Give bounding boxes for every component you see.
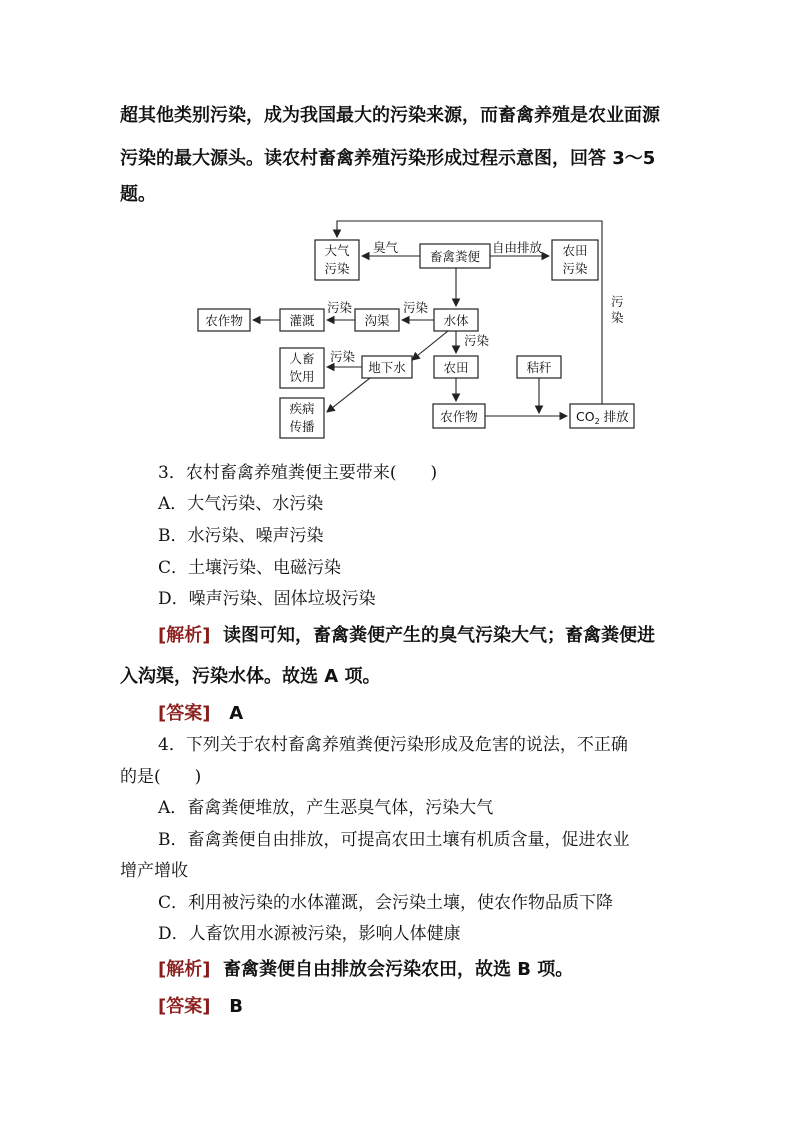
q3-answer (158, 699, 243, 725)
label-pollution-farm: 污染 (464, 333, 490, 348)
box-crops-bottom (433, 404, 485, 428)
svg-text:疾病: 疾病 (289, 401, 315, 416)
svg-text:人畜: 人畜 (289, 351, 315, 366)
intro-line-1: 超其他类别污染，成为我国最大的污染来源，而畜禽养殖是农业面源 (120, 105, 660, 126)
q4-analysis-line-1 (158, 955, 573, 981)
svg-text:污染: 污染 (324, 261, 350, 276)
q3-answer-tag: [答案] (158, 703, 211, 724)
svg-text:农作物: 农作物 (205, 313, 243, 328)
box-farm-pollution (552, 240, 598, 280)
box-groundwater (362, 356, 412, 378)
box-ditch (355, 309, 399, 331)
svg-text:饮用: 饮用 (289, 369, 315, 384)
label-pollution-right-2: 染 (611, 310, 624, 325)
box-farmland (434, 356, 478, 378)
svg-text:农作物: 农作物 (440, 409, 478, 424)
label-pollution-ground: 污染 (330, 349, 356, 364)
label-pollution-ditch: 污染 (327, 300, 353, 315)
box-straw (517, 356, 561, 378)
q3-option-d: D．噪声污染、固体垃圾污染 (158, 589, 376, 609)
q4-option-d: D．人畜饮用水源被污染，影响人体健康 (158, 924, 461, 944)
svg-text:灌溉: 灌溉 (289, 313, 315, 328)
q3-analysis-text-1: 读图可知，畜禽粪便产生的臭气污染大气；畜禽粪便进 (223, 625, 655, 646)
q3-answer-value: A (229, 703, 244, 724)
svg-text:污染: 污染 (562, 261, 588, 276)
q4-stem-line-2: 的是( ) (120, 767, 202, 787)
box-irrigation (280, 309, 324, 331)
q4-option-b-cont: 增产增收 (120, 861, 188, 881)
box-water (434, 309, 478, 331)
q4-analysis-tag: [解析] (158, 959, 211, 980)
q4-option-b: B．畜禽粪便自由排放，可提高农田土壤有机质含量，促进农业 (158, 830, 630, 850)
q3-option-b: B．水污染、噪声污染 (158, 526, 324, 546)
intro-line-2: 污染的最大源头。读农村畜禽养殖污染形成过程示意图，回答 3～5 (120, 148, 656, 169)
q4-answer-tag: [答案] (158, 996, 211, 1017)
label-pollution-water: 污染 (403, 300, 429, 315)
box-air-pollution (315, 240, 359, 280)
q3-analysis-tag: [解析] (158, 625, 211, 646)
q3-analysis-line-1 (158, 621, 655, 647)
svg-text:CO2 排放: $CO_2$ 排放 (576, 409, 629, 426)
q4-analysis-text-1: 畜禽粪便自由排放会污染农田，故选 B 项。 (223, 959, 574, 980)
svg-text:畜禽粪便: 畜禽粪便 (429, 249, 481, 264)
svg-text:水体: 水体 (443, 313, 469, 328)
q4-answer-value: B (229, 996, 243, 1017)
q4-stem-line-1: 4．下列关于农村畜禽养殖粪便污染形成及危害的说法，不正确 (158, 735, 628, 755)
box-co2-emission (570, 404, 634, 428)
q3-analysis-line-2: 入沟渠，污染水体。故选 A 项。 (120, 666, 381, 687)
box-human-livestock-drinking (280, 348, 324, 388)
label-free-discharge: 自由排放 (492, 240, 543, 255)
svg-text:沟渠: 沟渠 (364, 313, 390, 328)
svg-text:大气: 大气 (324, 243, 350, 258)
q4-option-c: C．利用被污染的水体灌溉，会污染土壤，使农作物品质下降 (158, 893, 614, 913)
svg-text:秸秆: 秸秆 (526, 360, 552, 375)
svg-text:农田: 农田 (562, 243, 588, 258)
box-manure (420, 244, 490, 268)
box-crops-left (198, 309, 250, 331)
q4-option-a: A．畜禽粪便堆放，产生恶臭气体，污染大气 (158, 798, 494, 818)
q3-option-c: C．土壤污染、电磁污染 (158, 558, 342, 578)
label-odor: 臭气 (373, 240, 399, 255)
q4-answer (158, 992, 243, 1018)
intro-line-3: 题。 (120, 184, 156, 205)
pollution-process-diagram (190, 218, 640, 440)
label-pollution-right-1: 污 (611, 294, 624, 309)
q3-option-a: A．大气污染、水污染 (158, 494, 324, 514)
svg-text:农田: 农田 (443, 360, 469, 375)
svg-text:传播: 传播 (289, 419, 315, 434)
svg-text:地下水: 地下水 (368, 360, 406, 375)
box-disease-spread (280, 398, 324, 438)
q3-stem: 3．农村畜禽养殖粪便主要带来( ) (158, 463, 438, 483)
